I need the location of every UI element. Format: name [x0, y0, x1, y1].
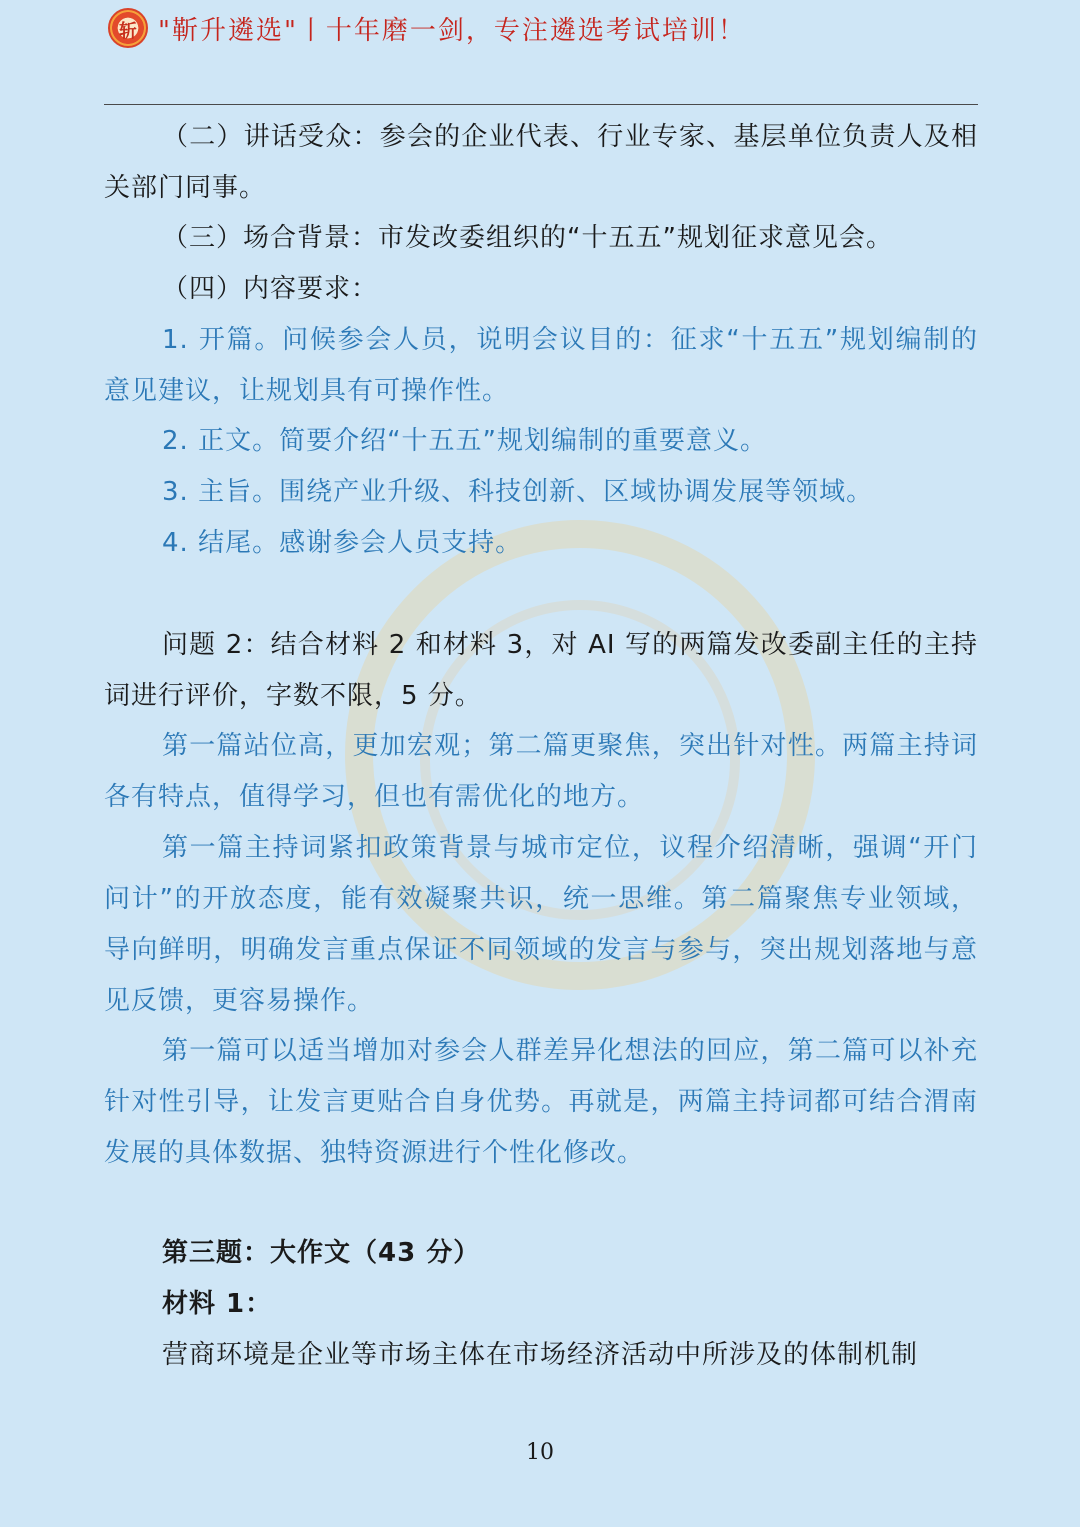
- page-header: [104, 52, 978, 105]
- paragraph-background: （三）场合背景：市发改委组织的“十五五”规划征求意见会。: [162, 223, 893, 253]
- paragraph-requirement-1: 1. 开篇。问候参会人员，说明会议目的：征求“十五五”规划编制的意见建议，让规划具有可操作性。: [104, 325, 978, 406]
- material-1-text: 营商环境是企业等市场主体在市场经济活动中所涉及的体制机制: [162, 1340, 919, 1370]
- question-2-answer-3: 第一篇可以适当增加对参会人群差异化想法的回应，第二篇可以补充针对性引导，让发言更贴合自身优势。再就是，两篇主持词都可结合渭南发展的具体数据、独特资源进行个性化修改。: [104, 1036, 978, 1168]
- logo-glyph: 斩: [119, 21, 137, 42]
- question-3-title: 第三题：大作文（43 分）: [162, 1238, 481, 1268]
- question-2-answer-1: 第一篇站位高，更加宏观；第二篇更聚焦，突出针对性。两篇主持词各有特点，值得学习，但也有需优化的地方。: [104, 731, 978, 812]
- brand-logo-icon: [108, 8, 148, 48]
- question-2-answer-2: 第一篇主持词紧扣政策背景与城市定位，议程介绍清晰，强调“开门问计”的开放态度，能有效凝聚共识，统一思维。第二篇聚焦专业领域，导向鲜明，明确发言重点保证不同领域的发言与参与，突出规划落地与意见反馈，更容易操作。: [104, 833, 978, 1016]
- material-1-label: 材料 1：: [162, 1289, 273, 1319]
- paragraph-requirement-4: 4. 结尾。感谢参会人员支持。: [162, 528, 523, 558]
- page-number: 10: [526, 1440, 554, 1465]
- header-title: "靳升遴选"丨十年磨一剑，专注遴选考试培训！: [158, 16, 746, 46]
- paragraph-requirement-3: 3. 主旨。围绕产业升级、科技创新、区域协调发展等领域。: [162, 477, 874, 507]
- question-2-prompt: 问题 2：结合材料 2 和材料 3，对 AI 写的两篇发改委副主任的主持词进行评价，字数不限，5 分。: [104, 630, 978, 711]
- paragraph-requirements-title: （四）内容要求：: [162, 274, 379, 304]
- paragraph-requirement-2: 2. 正文。简要介绍“十五五”规划编制的重要意义。: [162, 426, 768, 456]
- paragraph-audience: （二）讲话受众：参会的企业代表、行业专家、基层单位负责人及相关部门同事。: [104, 122, 978, 203]
